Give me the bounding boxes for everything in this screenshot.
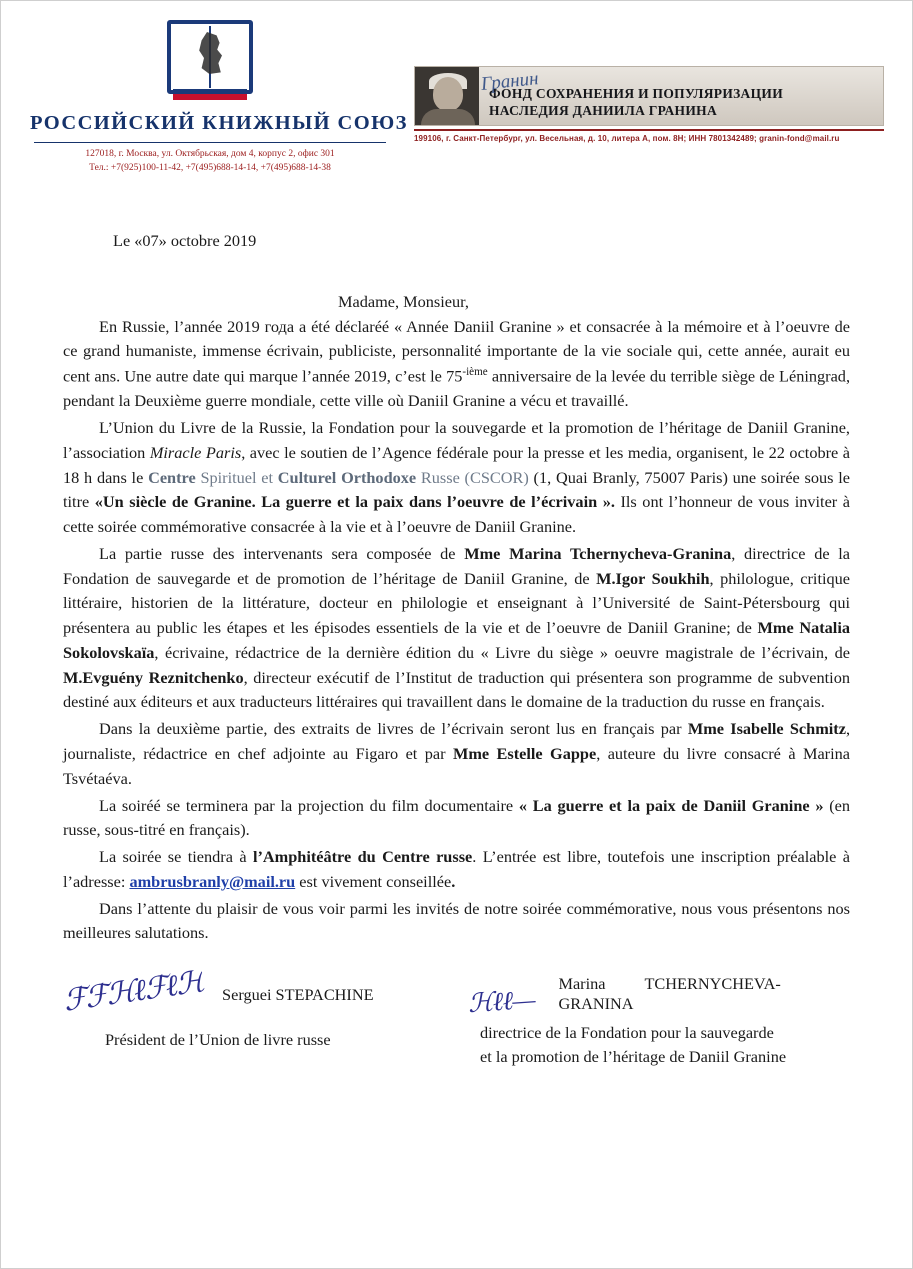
- signer-name-left: Serguei STEPACHINE: [222, 985, 374, 1005]
- signer-role-right-line-2: et la promotion de l’héritage de Daniil Granine: [480, 1046, 787, 1066]
- p2-event-title: «Un siècle de Granine. La guerre et la paix dans l’oeuvre de l’écrivain ».: [94, 492, 615, 512]
- letter-body: [0, 229, 913, 946]
- speaker-name-1: Mme Marina Tchernycheva-Granina: [464, 543, 732, 563]
- p2-text-2: , avec le soutien de l’Agence fédérale pour la presse et les media, organisent, le 22 octobre à 18 h dans le: [63, 442, 851, 487]
- p6-text-1: La soirée se tiendra à: [99, 847, 253, 867]
- p3-text-4: , écrivaine, rédactrice de la dernière édition du « Livre du siège » oeuvre magistrale de l’écrivain, de: [154, 642, 850, 662]
- paragraph-4: [63, 717, 850, 791]
- p2-text-7: Ils ont l’honneur de vous inviter à cette soirée commémorative consacrée à la vie et à l’oeuvre de Daniil Granine.: [63, 492, 851, 537]
- p4-text-2: , journaliste, rédactrice en chef adjointe au Figaro et par: [63, 719, 851, 763]
- tchernycheva-granina-handwritten-signature-icon: ℋℓℓ—: [467, 984, 536, 1019]
- address-line-2: Тел.: +7(925)100-11-42, +7(495)688-14-14, +7(495)688-14-38: [89, 162, 331, 173]
- p2-text-6: (1, Quai Branly, 75007 Paris) une soirée sous le titre: [63, 467, 851, 512]
- p1-text-1: En Russie, l’année 2019 года a été déclaréé « Année Daniil Granine » et consacrée à la mémoire et à l’oeuvre de ce grand humaniste, immense écrivain, publiciste, personnalité importante de la vie sociale qui, cette année, aurait eu cent ans. Une autre date qui marque l’année 2019, c’est le 75: [63, 316, 850, 386]
- registration-email-link[interactable]: ambrusbranly@mail.ru: [129, 871, 296, 891]
- p2-text-3: Spirituel et: [195, 467, 278, 487]
- paragraph-6: [63, 845, 850, 895]
- russian-book-union-letterhead: [30, 14, 408, 176]
- p2-culturel-word: Culturel: [277, 467, 337, 487]
- speaker-name-2: M.Igor Soukhih: [596, 568, 710, 588]
- p1-superscript: -ième: [462, 366, 488, 379]
- signer-lastname-right: TCHERNYCHEVA-GRANINA: [558, 974, 781, 1014]
- speaker-name-4: M.Evguény Reznitchenko: [63, 667, 244, 687]
- letterhead: [0, 0, 913, 215]
- reader-name-1: Mme Isabelle Schmitz: [687, 719, 846, 739]
- p3-text-5: , directeur exécutif de l’Institut de traduction qui présentera son programme de subvention destiné aux éditeurs et aux traducteurs littéraires qui travaillent dans le domaine de la traduction du russe en français.: [63, 667, 850, 712]
- p6-text-2: . L’entrée est libre, toutefois une inscription préalable à l’adresse:: [63, 847, 851, 891]
- granin-foundation-letterhead: [414, 66, 884, 143]
- p3-text-2: , directrice de la Fondation de sauvegarde et de promotion de l’héritage de Daniil Granine, de: [63, 543, 851, 588]
- granin-title-line-1: ФОНД СОХРАНЕНИЯ И ПОПУЛЯРИЗАЦИИ: [489, 85, 784, 101]
- paragraph-1: [63, 315, 850, 414]
- paragraph-5: [63, 794, 850, 844]
- p2-centre-word: Centre: [148, 467, 196, 487]
- p2-association-name: Miracle Paris: [149, 442, 242, 462]
- p5-text-1: La soiréé se terminera par la projection du film documentaire: [99, 795, 519, 815]
- p2-orthodoxe-word: Orthodoxe: [341, 467, 417, 487]
- signer-role-left: Président de l’Union de livre russe: [105, 1030, 331, 1050]
- daniil-granin-portrait-icon: [415, 67, 479, 125]
- stepachine-handwritten-signature-icon: ℱℱℋℓℱℓℋ: [61, 965, 206, 1018]
- p5-text-2: (en russe, sous-titré en français).: [63, 795, 851, 840]
- letter-salutation: Madame, Monsieur,: [338, 291, 469, 311]
- granin-foundation-address: 199106, г. Санкт-Петербург, ул. Весельная, д. 10, литера А, пом. 8Н; ИНН 7801342489; granin-fond@mail.ru: [414, 134, 840, 143]
- venue-name: l’Amphitéâtre du Centre russe: [252, 847, 473, 867]
- p1-text-2: anniversaire de la levée du terrible siège de Léningrad, pendant la Deuxième guerre mondiale, cette ville où Daniil Granine a vécu et travaillé.: [63, 366, 851, 411]
- p2-text-1: L’Union du Livre de la Russie, la Fondation pour la souvegarde et la promotion de l’héritage de Daniil Granine, l’association: [63, 418, 850, 462]
- p4-text-1: Dans la deuxième partie, des extraits de livres de l’écrivain seront lus en français par: [99, 719, 688, 739]
- p3-text-3: , philologue, critique littéraire, historien de la littérature, docteur en philologie et enseignant à l’Université de Saint-Pétersbourg qui présentera au public les étapes et les épisodes essentiels de la vie et de l’oeuvre de Daniil Granine; de: [63, 568, 850, 638]
- signature-block: [0, 965, 913, 1124]
- signature-left: [61, 965, 463, 1050]
- granin-title-line-2: НАСЛЕДИЯ ДАНИИЛА ГРАНИНА: [489, 103, 717, 118]
- paragraph-7: Dans l’attente du plaisir de vous voir parmi les invités de notre soirée commémorative, nous vous présentons nos meilleures salutations.: [63, 898, 850, 943]
- p4-text-3: , auteure du livre consacré à Marina Tsvétaéva.: [63, 743, 850, 788]
- p3-text-1: La partie russe des intervenants sera composée de: [99, 543, 465, 563]
- speaker-name-3: Mme Natalia Sokolovskaïa: [63, 618, 850, 662]
- russian-book-union-address: [30, 148, 390, 176]
- signer-role-right: [480, 1021, 868, 1068]
- p6-period: .: [451, 871, 456, 891]
- granin-handwritten-signature-icon: Гранин: [480, 68, 540, 95]
- paragraph-3: [63, 542, 850, 715]
- signer-role-right-line-1: directrice de la Fondation pour la sauvegarde: [480, 1023, 774, 1043]
- russian-book-union-title: РОССИЙСКИЙ КНИЖНЫЙ СОЮЗ: [30, 112, 408, 134]
- paragraph-2: [63, 416, 850, 540]
- signer-firstname-right: Marina: [558, 974, 606, 994]
- letter-date: Le «07» octobre 2019: [113, 231, 257, 250]
- granin-divider: [414, 129, 884, 131]
- open-book-lion-emblem-icon: [167, 14, 253, 100]
- film-title: « La guerre et la paix de Daniil Granine »: [518, 795, 824, 815]
- signature-right: [468, 974, 868, 1068]
- letterhead-divider: [34, 142, 386, 143]
- address-line-1: 127018, г. Москва, ул. Октябрьская, дом 4, корпус 2, офис 301: [85, 149, 335, 159]
- p2-text-5: Russe (CSCOR): [416, 467, 529, 487]
- signer-name-right: [558, 974, 808, 1017]
- p6-text-3: est vivement conseillée: [295, 871, 452, 891]
- reader-name-2: Mme Estelle Gappe: [452, 743, 597, 763]
